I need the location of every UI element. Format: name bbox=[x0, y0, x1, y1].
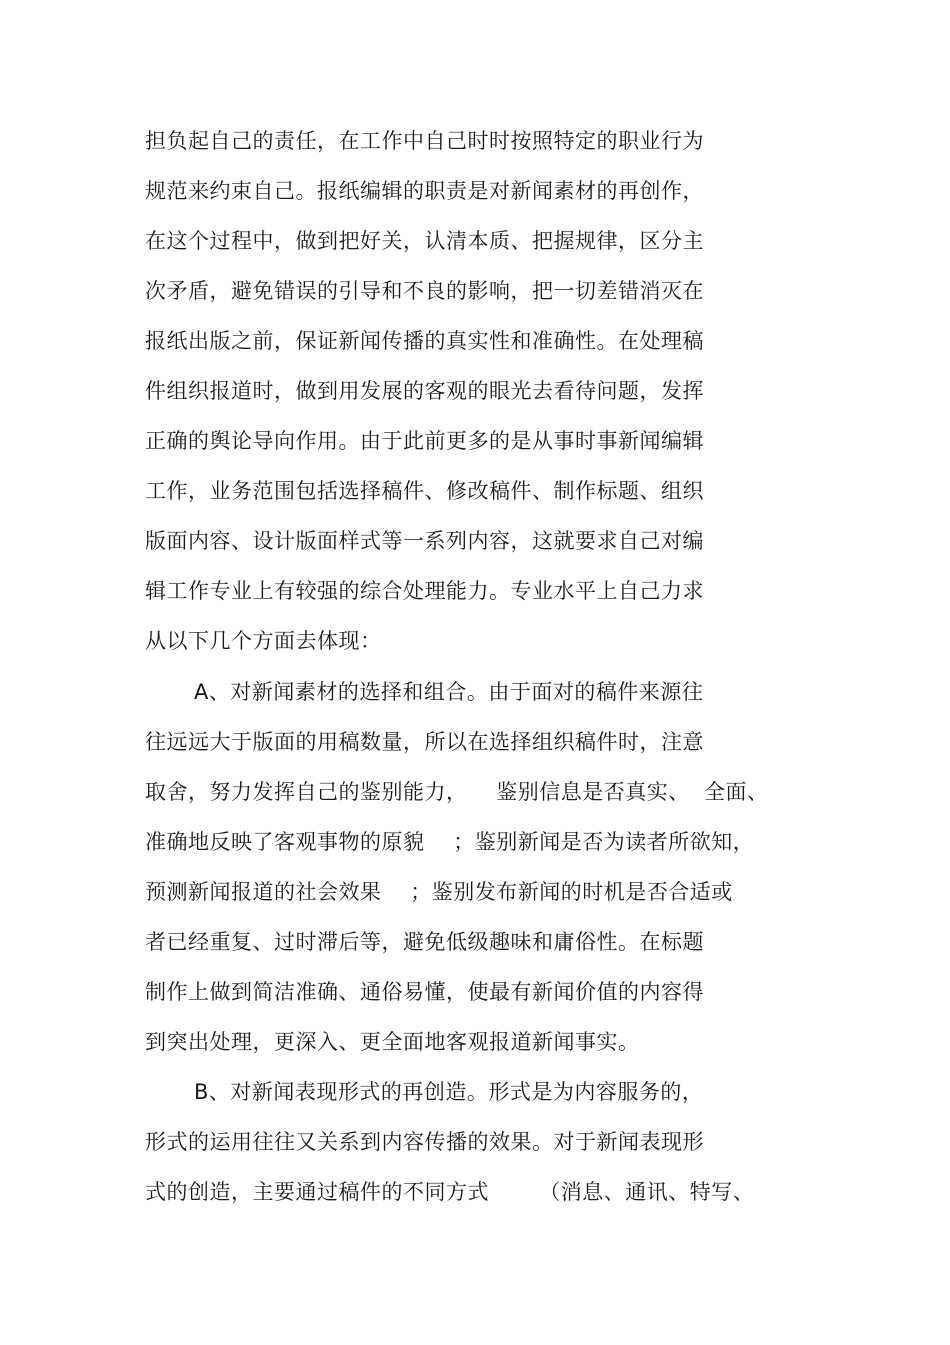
text-line: 者已经重复、过时滞后等，避免低级趣味和庸俗性。在标题 bbox=[145, 930, 704, 954]
text-line: 辑工作专业上有较强的综合处理能力。专业水平上自己力求 bbox=[145, 579, 704, 603]
text-line: 形式的运用往往又关系到内容传播的效果。对于新闻表现形 bbox=[145, 1130, 704, 1154]
text-line: 担负起自己的责任，在工作中自己时时按照特定的职业行为 bbox=[145, 129, 704, 153]
text-line: 到突出处理，更深入、更全面地客观报道新闻事实。 bbox=[145, 1030, 640, 1054]
text-line: 在这个过程中，做到把好关，认清本质、把握规律，区分主 bbox=[145, 229, 704, 253]
text-line: 往远远大于版面的用稿数量，所以在选择组织稿件时，注意 bbox=[145, 730, 704, 754]
text-line: 取舍，努力发挥自己的鉴别能力， 鉴别信息是否真实、 全面、 bbox=[145, 780, 769, 804]
text-line: 从以下几个方面去体现： bbox=[145, 629, 382, 653]
text-line: 件组织报道时，做到用发展的客观的眼光去看待问题，发挥 bbox=[145, 379, 704, 403]
text-line: 次矛盾，避免错误的引导和不良的影响，把一切差错消灭在 bbox=[145, 279, 704, 303]
text-line: 工作，业务范围包括选择稿件、修改稿件、制作标题、组织 bbox=[145, 479, 704, 503]
text-line: 报纸出版之前，保证新闻传播的真实性和准确性。在处理稿 bbox=[145, 329, 704, 353]
text-line: 预测新闻报道的社会效果 ；鉴别发布新闻的时机是否合适或 bbox=[145, 880, 733, 904]
text-line: 版面内容、设计版面样式等一系列内容，这就要求自己对编 bbox=[145, 529, 704, 553]
text-line: 式的创造，主要通过稿件的不同方式 （消息、通讯、特写、 bbox=[145, 1180, 755, 1204]
paragraph-b-heading: B、对新闻表现形式的再创造。形式是为内容服务的， bbox=[194, 1080, 704, 1104]
text-line: 准确地反映了客观事物的原貌 ；鉴别新闻是否为读者所欲知， bbox=[145, 830, 755, 854]
text-line: 制作上做到简洁准确、通俗易懂，使最有新闻价值的内容得 bbox=[145, 980, 704, 1004]
text-line: 规范来约束自己。报纸编辑的职责是对新闻素材的再创作， bbox=[145, 179, 704, 203]
paragraph-a-heading: A、对新闻素材的选择和组合。由于面对的稿件来源往 bbox=[194, 680, 704, 704]
text-line: 正确的舆论导向作用。由于此前更多的是从事时事新闻编辑 bbox=[145, 429, 704, 453]
